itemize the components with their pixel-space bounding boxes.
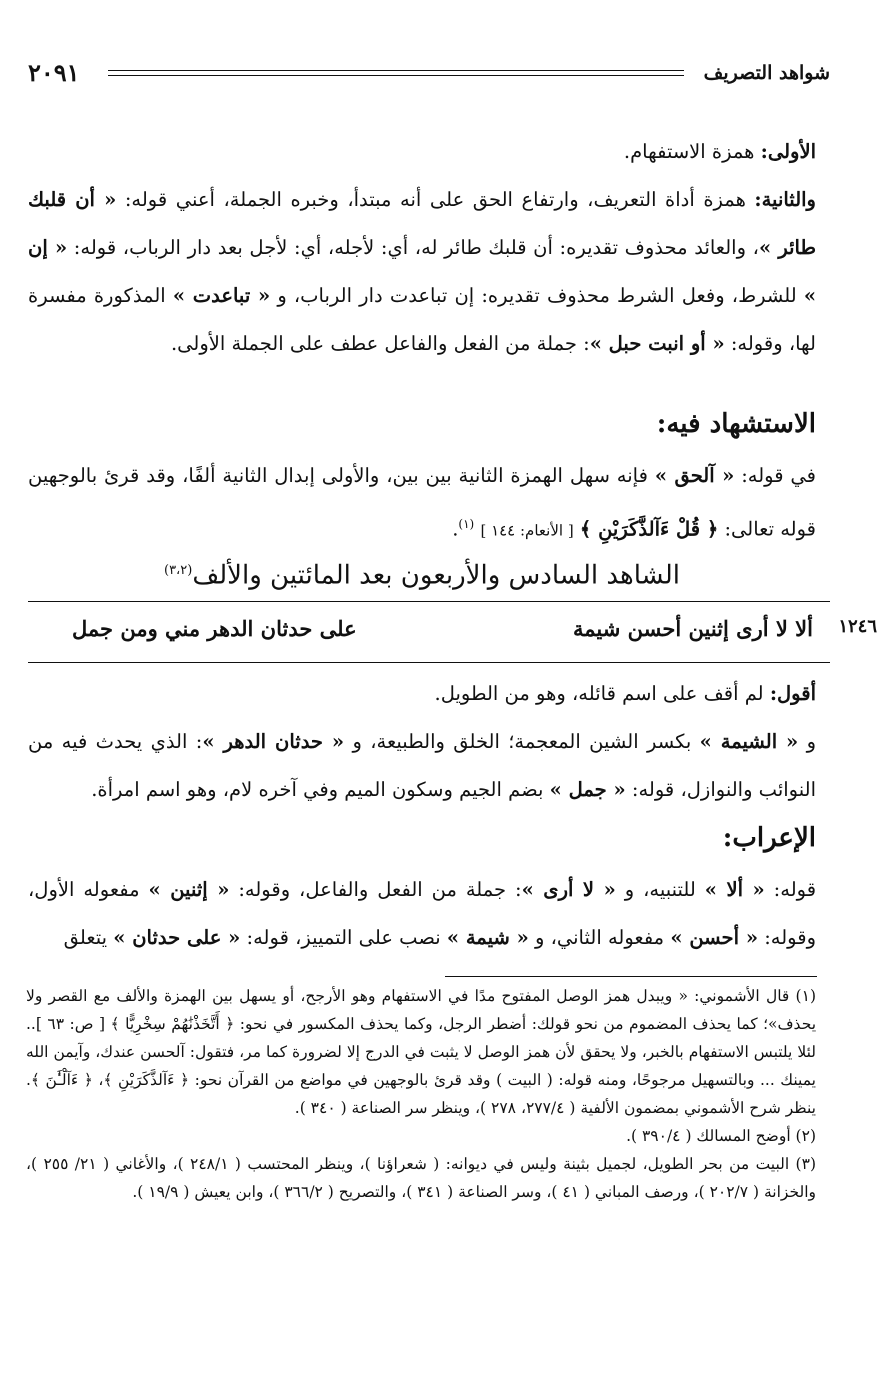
section-heading-istishhad: الاستشهاد فيه: <box>656 409 816 439</box>
paragraph-text: : جملة من الفعل والفاعل، وقوله: <box>238 878 522 901</box>
header-rule <box>108 70 684 71</box>
term-label: والثانية: <box>754 188 816 211</box>
footnote-2: (٢) أوضح المسالك ( ٣٩٠/٤ ). <box>626 1127 816 1145</box>
footnote-ref: (١) <box>458 517 475 531</box>
running-title: شواهد التصريف <box>703 62 830 84</box>
footnotes <box>26 982 816 1206</box>
verse-hemistich-second: على حدثان الدهر مني ومن جمل <box>72 616 357 641</box>
quoted-term: « الشيمة » <box>699 730 799 753</box>
paragraph-text: بكسر الشين المعجمة؛ الخلق والطبيعة، و <box>352 730 692 753</box>
term-label: أقول: <box>769 682 816 705</box>
verse-rule-top <box>28 601 830 602</box>
paragraph-text: للتنبيه، و <box>624 878 696 901</box>
paragraph-aqul <box>28 670 816 718</box>
quoted-term: « حدثان الدهر » <box>202 730 345 753</box>
paragraph-lexical <box>28 718 816 814</box>
verse-title <box>28 546 816 601</box>
paragraph-text: همزة أداة التعريف، وارتفاع الحق على أنه مبتدأ، وخبره الجملة، أعني قوله: <box>124 188 746 211</box>
paragraph-text: في قوله: <box>741 464 817 487</box>
quran-verse: ﴿ قُلْ ءَآلذَّكَرَيْنِ ﴾ <box>579 517 719 541</box>
footnote-3: (٣) البيت من بحر الطويل، لجميل بثينة وليس في ديوانه: ( شعراؤنا )، وينظر المحتسب ( ٢٤٨/١ )، والأغاني ( ٢١/ ٢٥٥ )، والخزانة ( ٢٠٢/٧ )، ورصف المباني ( ٤١ )، وسر الصناعة ( ٣٤١ )، والتصريح ( ٣٦٦/٢ )، وابن يعيش ( ١٩/٩ ). <box>26 1155 816 1201</box>
quoted-term: « أن قلبك طائر » <box>28 188 817 259</box>
paragraph-text: ، والعائد محذوف تقديره: أن قلبك طائر له، أي: لأجله، أي: لأجل بعد دار الرباب، قوله: <box>73 236 759 259</box>
quoted-term: « آلحق » <box>654 464 735 487</box>
quoted-term: « إن » <box>28 236 817 307</box>
term-label: الأولى: <box>760 140 816 163</box>
quoted-term: « على حدثان » <box>113 926 241 949</box>
paragraph-text: للشرط، وفعل الشرط محذوف تقديره: إن تباعدت دار الرباب، و <box>277 284 797 307</box>
quoted-term: « إثنين » <box>148 878 230 901</box>
verse-rule-bottom <box>28 662 830 663</box>
quoted-term: « أحسن » <box>670 926 759 949</box>
page-number: ٢٠٩١ <box>28 58 80 87</box>
quoted-term: « شيمة » <box>446 926 529 949</box>
paragraph-text: : جملة من الفعل والفاعل عطف على الجملة الأولى. <box>170 332 590 355</box>
paragraph-text: همزة الاستفهام. <box>623 140 755 163</box>
paragraph-text: نصب على التمييز، قوله: <box>246 926 441 949</box>
paragraph-text: قوله: <box>773 878 817 901</box>
paragraph-text: مفعوله الثاني، و <box>534 926 665 949</box>
quran-reference: [ الأنعام: ١٤٤ ] <box>480 521 574 540</box>
quoted-term: « جمل » <box>549 778 626 801</box>
footnote-1: (١) قال الأشموني: « ويبدل همز الوصل المفتوح مدًا في الاستفهام وهو الأرجح، أو يسهل بين الهمزة والألف مع القصر ولا يحذف»؛ كما يحذف المضموم من نحو قولك: أضطر الرجل، وكما يحذف المكسور في نحو: ﴿ أَتَّخَذْنَٰهُمْ سِخْرِيًّا ﴾ [ ص: ٦٣ ].. لئلا يلتبس الاستفهام بالخبر، ولا يحقق لأن همز الوصل لا يثبت في الدرج إلا لضرورة كما مر، فتقول: آلحسن عندك، وآيمن الله يمينك ... وبالتسهيل مرجوحًا، ومنه قوله: ( البيت ) وقد قرئ بالوجهين في مواضع من القرآن نحو: ﴿ ءَآلذَّكَرَيْنِ ﴾، ﴿ ءَآلْـَٰٔنَ ﴾. ينظر شرح الأشموني بمضمون الألفية ( ٢٧٧/٤، ٢٧٨ )، وينظر سر الصناعة ( ٣٤٠ ). <box>26 987 817 1117</box>
paragraph-irab <box>28 866 816 962</box>
paragraph-istishhad <box>28 452 816 555</box>
paragraph-text: فإنه سهل الهمزة الثانية بين بين، والأولى إبدال الثانية ألفًا، وقد قرئ بالوجهين قوله تعالى: <box>28 464 816 541</box>
paragraph-text: : الذي يحدث فيه من النوائب والنوازل، قوله: <box>28 730 816 801</box>
verse-hemistich-first: ألا لا أرى إثنين أحسن شيمة <box>573 616 813 641</box>
quoted-term: « لا أرى » <box>521 878 616 901</box>
footnote-rule <box>445 976 817 977</box>
paragraph-text: يتعلق <box>63 926 108 949</box>
verse-title-text: الشاهد السادس والأربعون بعد المائتين والألف <box>192 560 680 591</box>
quoted-term: « تباعدت » <box>172 284 271 307</box>
quoted-term: « ألا » <box>704 878 765 901</box>
paragraph-text: . <box>452 517 459 541</box>
paragraph-text: المذكورة مفسرة لها، وقوله: <box>28 284 816 355</box>
paragraph-text: بضم الجيم وسكون الميم وفي آخره لام، وهو اسم امرأة. <box>91 778 544 801</box>
paragraph-first <box>28 128 816 176</box>
paragraph-text: مفعوله الأول، وقوله: <box>28 878 816 949</box>
verse-number: ١٢٤٦ <box>838 616 877 637</box>
paragraph-text: لم أقف على اسم قائله، وهو من الطويل. <box>434 682 764 705</box>
quoted-term: « أو انبت حبل » <box>589 332 725 355</box>
page-header <box>28 58 830 92</box>
paragraph-text: و <box>806 730 816 753</box>
paragraph-second <box>28 176 816 368</box>
footnote-ref: (٣،٢) <box>163 563 193 578</box>
header-rule <box>108 75 684 76</box>
section-heading-irab: الإعراب: <box>722 823 816 853</box>
